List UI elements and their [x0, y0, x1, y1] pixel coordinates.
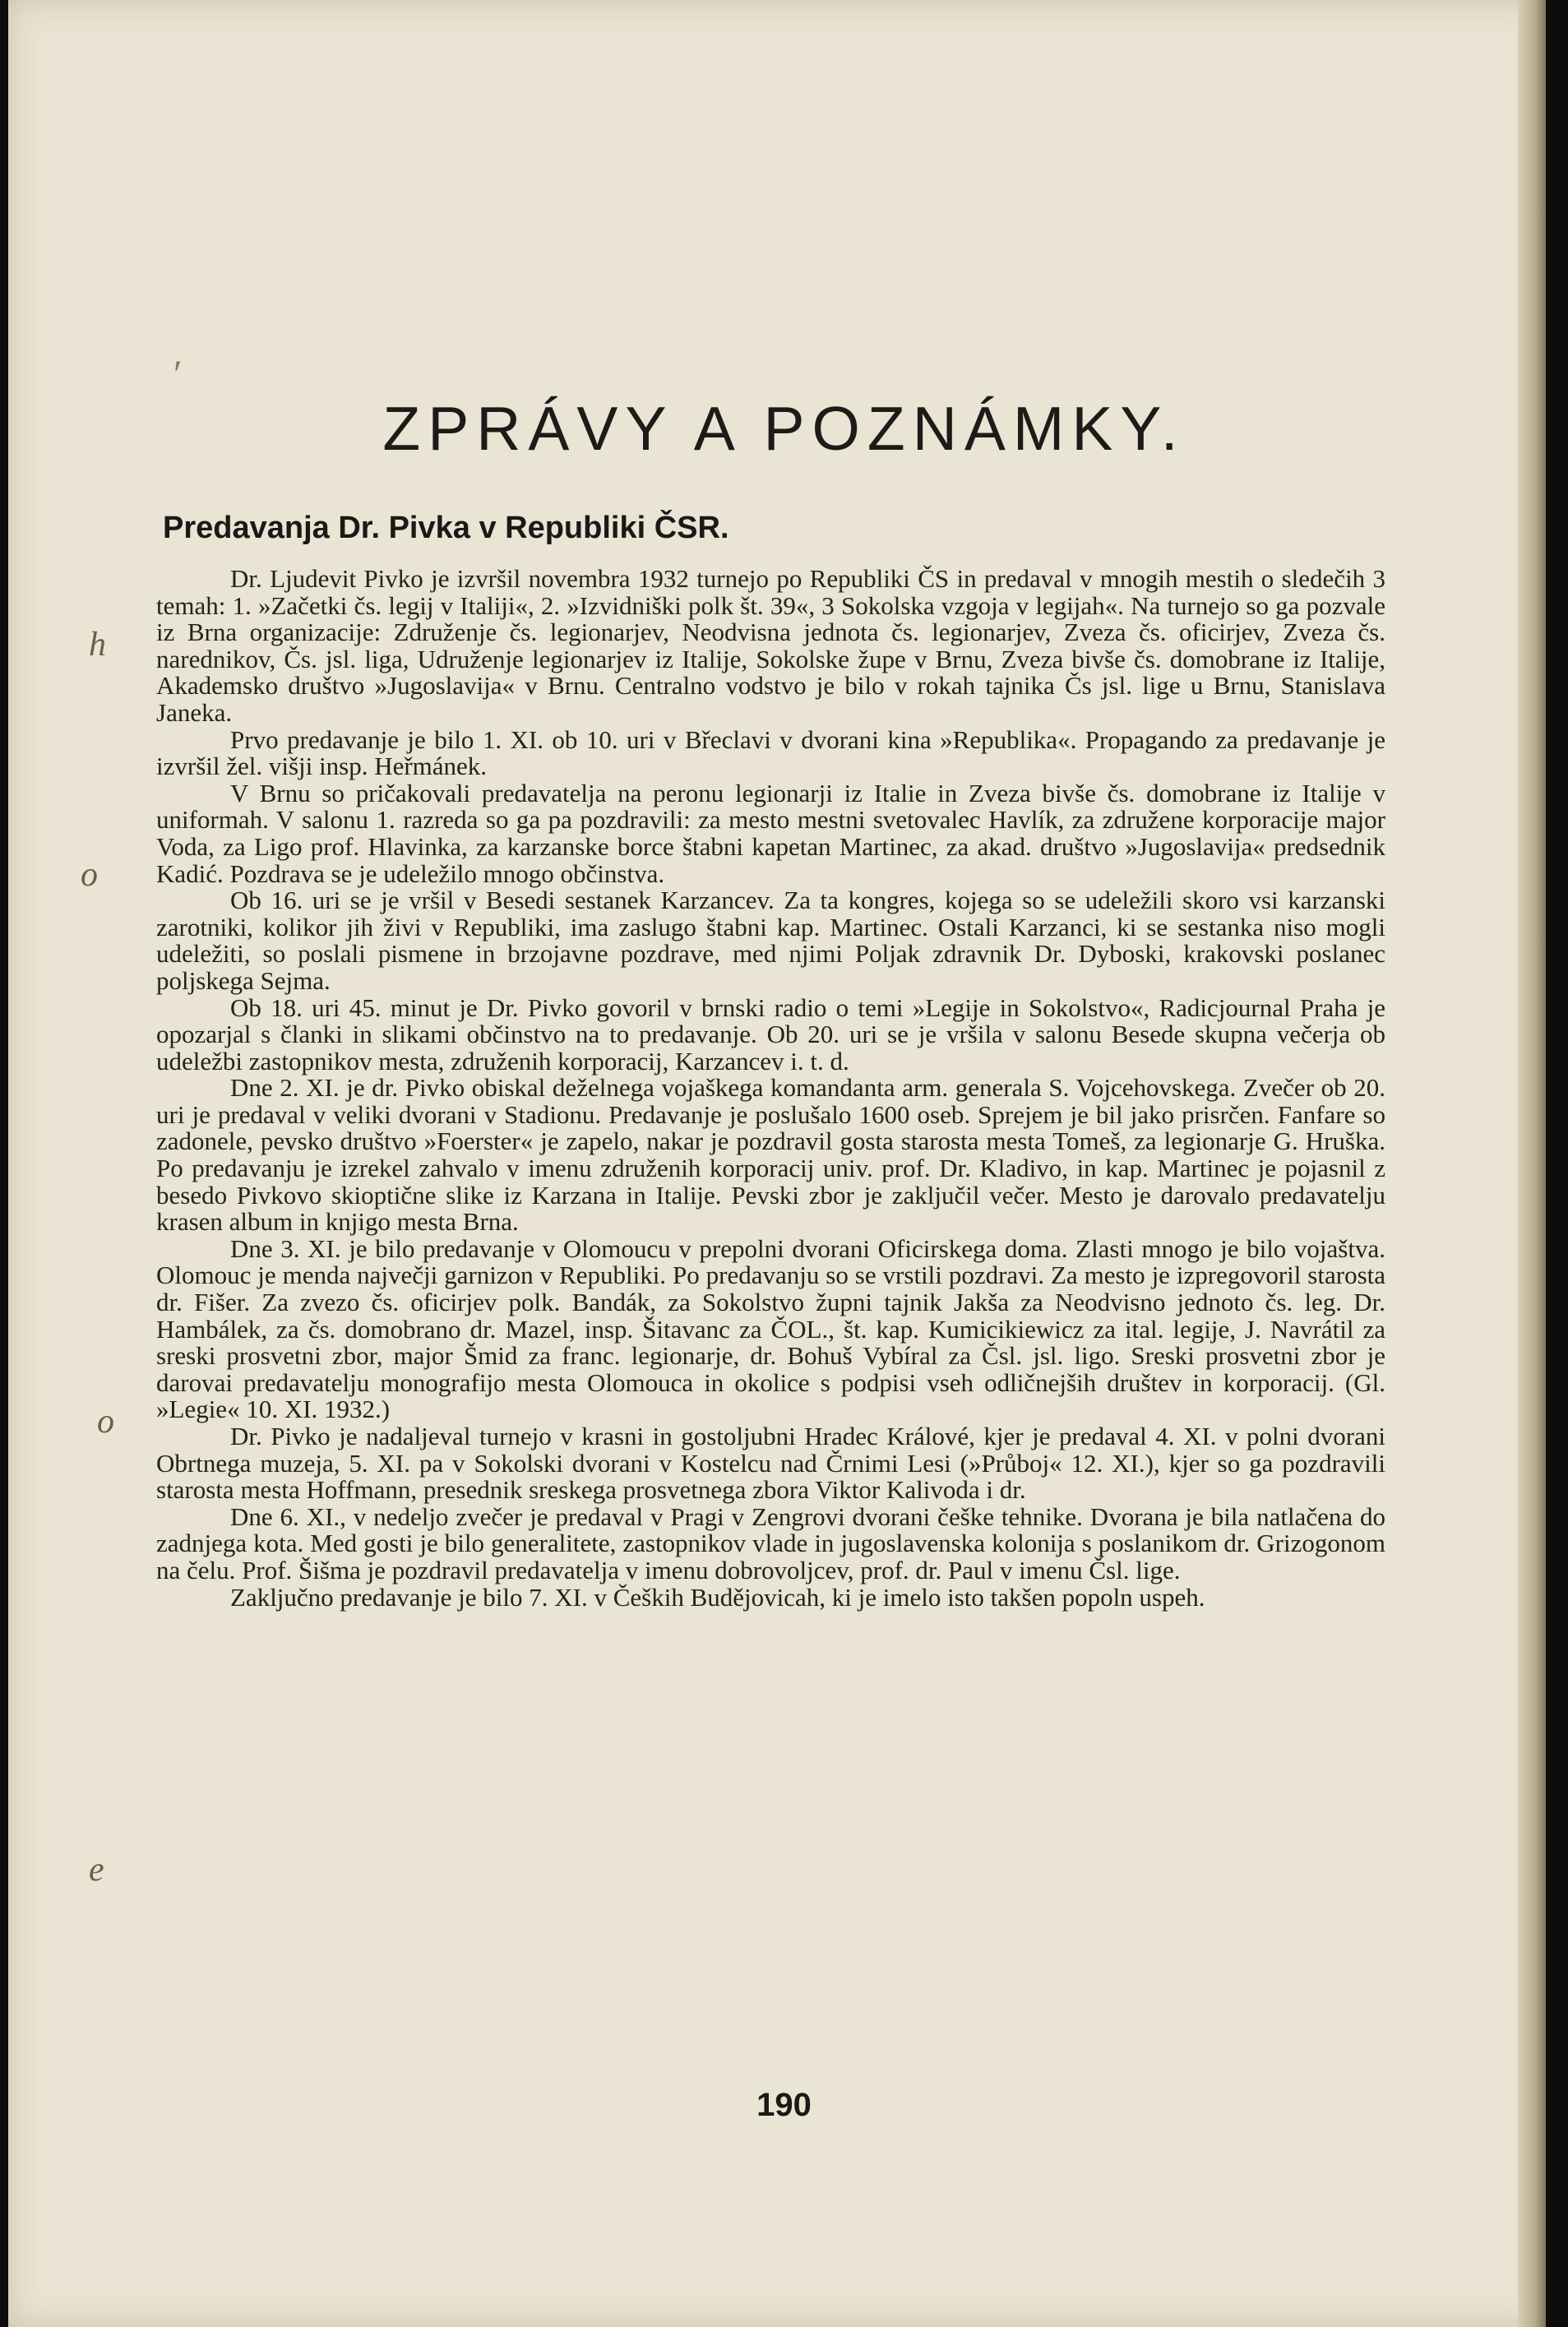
paragraph: Dne 3. XI. je bilo predavanje v Olomoucu v prepolni dvorani Oficirskega doma. Zlasti mnogo je bilo vojaštva. Olomouc je menda največji garnizon v Republiki. Po predavanju so se vrstili pozdravi. Za mesto je izpregovoril starosta dr. Fišer. Za zvezo čs. oficirjev polk. Bandák, za Sokolstvo župni tajnik Jakša za Neodvisno jednoto čs. leg. Dr. Hambálek, za čs. domobrano dr. Mazel, insp. Šitavanc za ČOL., št. kap. Kumicikiewicz za ital. legije, J. Navrátil za sreski prosvetni zbor, major Šmid za franc. legionarje, dr. Bohuš Vybíral za Čsl. jsl. ligo. Sreski prosvetni zbor je darovai predavatelju monografijo mesta Olomouca in okolice s podpisi vseh odličnejših društev in korporacij. (Gl. »Legie« 10. XI. 1932.) — [156, 1233, 1385, 1424]
page-spine — [1518, 0, 1546, 2327]
margin-note: o — [81, 856, 98, 894]
paragraph: Dr. Ljudevit Pivko je izvršil novembra 1932 turnejo po Republiki ČS in predaval v mnogih mestih o sledečih 3 temah: 1. »Začetki čs. legij v Italiji«, 2. »Izvidniški polk št. 39«, 3 Sokolska vzgoja v legijah«. Na turnejo so ga pozvale iz Brna organizacije: Združenje čs. legionarjev, Neodvisna jednota čs. legionarjev, Zveza čs. oficirjev, Zveza čs. narednikov, Čs. jsl. liga, Udruženje legionarjev iz Italije, Sokolske župe v Brnu, Zveza bivše čs. domobrane iz Italije, Akademsko društvo »Jugoslavija« v Brnu. Centralno vodstvo je bilo v rokah tajnika Čs jsl. lige u Brnu, Stanislava Janeka. — [156, 564, 1385, 727]
paragraph: Prvo predavanje je bilo 1. XI. ob 10. uri v Břeclavi v dvorani kina »Republika«. Propagando za predavanje je izvršil žel. višji insp. Heřmánek. — [156, 724, 1385, 781]
page-header: ZPRÁVY A POZNÁMKY. — [382, 394, 1186, 463]
paragraph: Ob 18. uri 45. minut je Dr. Pivko govoril v brnski radio o temi »Legije in Sokolstvo«, Radicjournal Praha je opozarjal s članki in slikami občinstvo na to predavanje. Ob 20. uri se je vršila v salonu Besede skupna večerja ob udeležbi zastopnikov mesta, združenih korporacij, Karzancev i. t. d. — [156, 992, 1385, 1076]
paragraph: Dne 2. XI. je dr. Pivko obiskal deželnega vojaškega komandanta arm. generala S. Vojcehovskega. Zvečer ob 20. uri je predaval v veliki dvorani v Stadionu. Predavanje je poslušalo 1600 oseb. Sprejem je bil jako prisrčen. Fanfare so zadonele, pevsko društvo »Foerster« je zapelo, nakar je pozdravil gosta starosta mesta Tomeš, za legionarje G. Hruška. Po predavanju je izrekel zahvalo v imenu združenih korporacij univ. prof. Dr. Kladivo, in kap. Martinec je pojasnil z besedo Pivkovo skioptične slike iz Karzana in Italije. Pevski zbor je zaključil večer. Mesto je darovalo predavatelju krasen album in knjigo mesta Brna. — [156, 1073, 1385, 1237]
paragraph: Ob 16. uri se je vršil v Besedi sestanek Karzancev. Za ta kongres, kojega so se udeležili skoro vsi karzanski zarotniki, kolikor jih živi v Republiki, ima zaslugo štabni kap. Martinec. Ostali Karzanci, ki se sestanka niso mogli udeležiti, so poslali pismene in brzojavne pozdrave, med njimi Poljak zdravnik Dr. Dyboski, krakovski poslanec poljskega Sejma. — [156, 886, 1385, 995]
margin-note: h — [89, 626, 106, 664]
pencil-tick-icon: ′ — [173, 353, 183, 396]
margin-note: e — [89, 1851, 104, 1889]
paragraph: Dr. Pivko je nadaljeval turnejo v krasni in gostoljubni Hradec Králové, kjer je predaval 4. XI. v polni dvorani Obrtnega muzeja, 5. XI. pa v Sokolski dvorani v Kostelcu nad Črnimi Lesi (»Průboj« 12. XI.), kjer so ga pozdravili starosta mesta Hoffmann, presednik sreskega prosvetnega zbora Viktor Kalivoda i dr. — [156, 1422, 1385, 1505]
paragraph: Dne 6. XI., v nedeljo zvečer je predaval v Pragi v Zengrovi dvorani češke tehnike. Dvorana je bila natlačena do zadnjega kota. Med gosti je bilo generalitete, zastopnikov vlade in jugoslavenska kolonija s poslanikom dr. Grizogonom na čelu. Prof. Šišma je pozdravil predavatelja v imenu dobrovoljcev, prof. dr. Paul v imenu Čsl. lige. — [156, 1501, 1385, 1584]
paragraph: V Brnu so pričakovali predavatelja na peronu legionarji iz Italie in Zveza bivše čs. domobrane iz Italije v uniformah. V salonu 1. razreda so ga pa pozdravili: za mesto mestni svetovalec Havlík, za združene korporacije major Voda, za Ligo prof. Hlavinka, za karzanske borce štabni kapetan Martinec, za akad. društvo »Jugoslavija« predsednik Kadić. Pozdrava se je udeležilo mnogo občinstva. — [156, 778, 1385, 888]
article-body — [156, 566, 1385, 1611]
margin-note: o — [97, 1403, 114, 1441]
paragraph: Zaključno predavanje je bilo 7. XI. v Čeških Budějovicah, ki je imelo isto takšen popoln uspeh. — [230, 1582, 1205, 1612]
page-number: 190 — [756, 2087, 812, 2123]
section-title: Predavanja Dr. Pivka v Republiki ČSR. — [163, 511, 729, 545]
